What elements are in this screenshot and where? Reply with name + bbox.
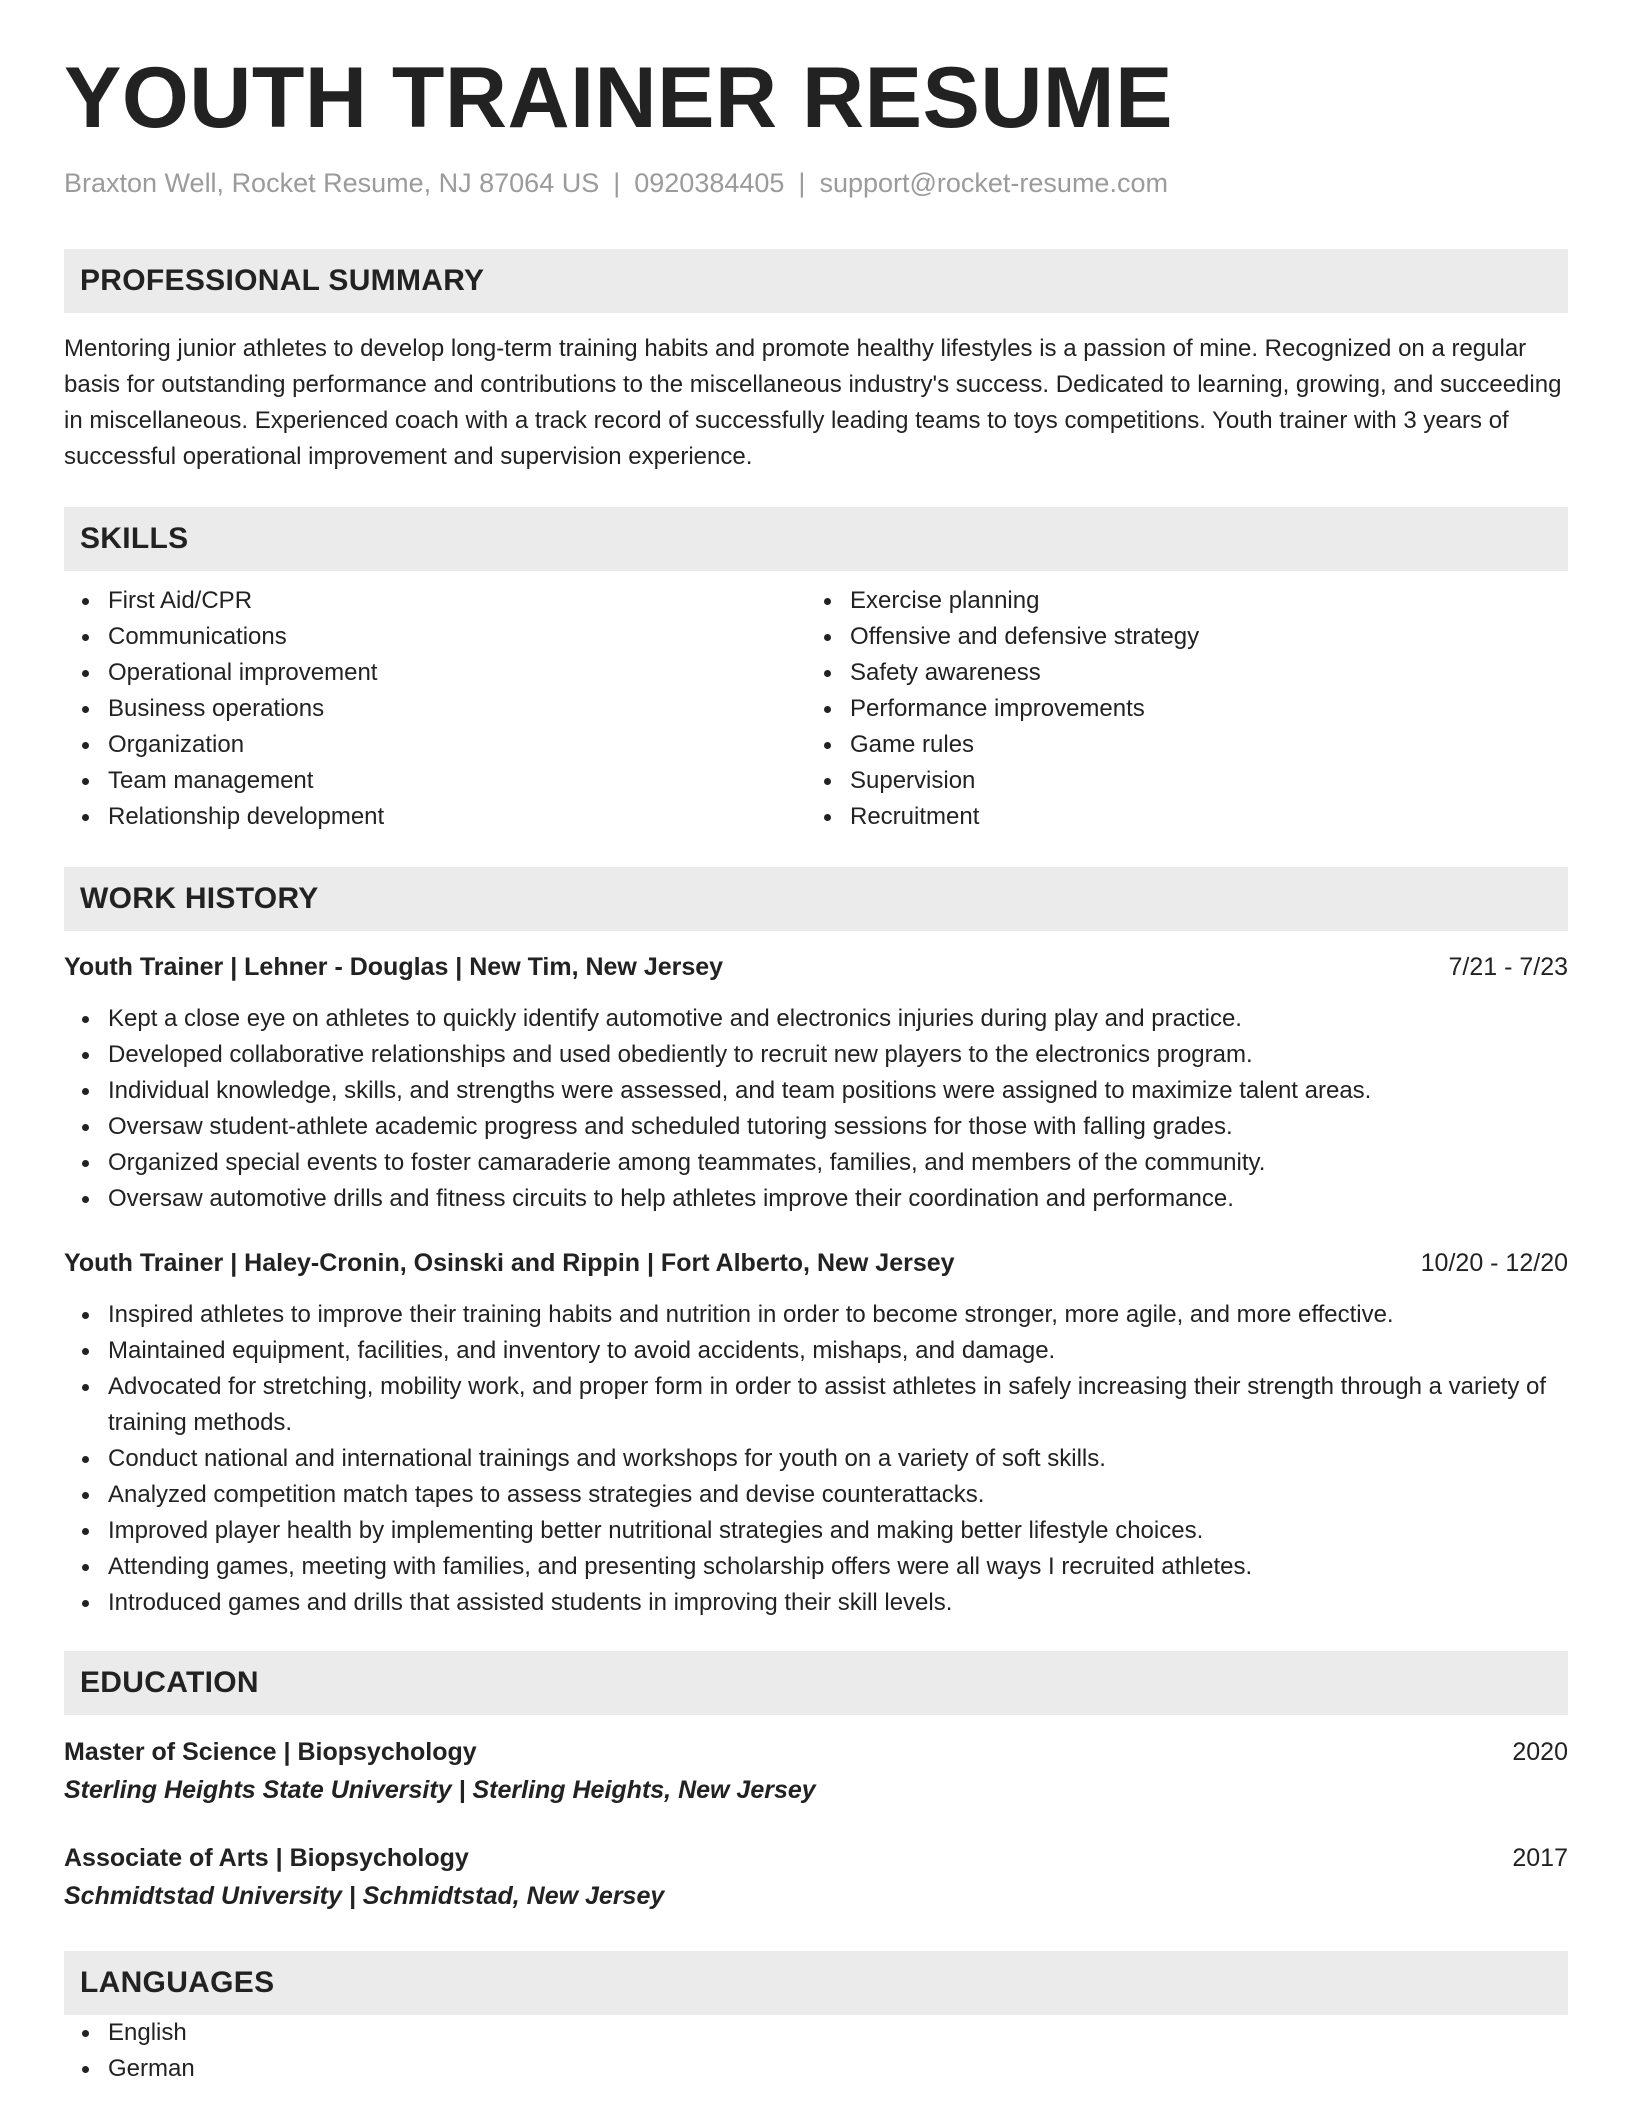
language-item: German [64, 2051, 1568, 2087]
education-degree: Associate of Arts | Biopsychology [64, 1844, 469, 1873]
skills-heading: SKILLS [64, 507, 1568, 571]
job-dates: 10/20 - 12/20 [1420, 1249, 1568, 1278]
work-history-heading: WORK HISTORY [64, 867, 1568, 931]
job-entry [64, 1245, 1568, 1621]
skill-item: Offensive and defensive strategy [806, 619, 1548, 655]
contact-address: Braxton Well, Rocket Resume, NJ 87064 US [64, 167, 600, 198]
skills-column-right [806, 583, 1548, 835]
skill-item: Relationship development [64, 799, 806, 835]
skill-item: Recruitment [806, 799, 1548, 835]
duty-item: Inspired athletes to improve their training habits and nutrition in order to become stronger, more agile, and more effective. [64, 1297, 1568, 1333]
duty-item: Oversaw automotive drills and fitness circuits to help athletes improve their coordination and performance. [64, 1181, 1568, 1217]
duty-item: Conduct national and international trainings and workshops for youth on a variety of soft skills. [64, 1441, 1568, 1477]
skill-item: First Aid/CPR [64, 583, 806, 619]
skills-list [64, 583, 1568, 835]
education-heading: EDUCATION [64, 1651, 1568, 1715]
job-title: Youth Trainer | Haley-Cronin, Osinski and Rippin | Fort Alberto, New Jersey [64, 1249, 955, 1278]
duty-item: Individual knowledge, skills, and strengths were assessed, and team positions were assigned to maximize talent areas. [64, 1073, 1568, 1109]
education-school: Sterling Heights State University | Sterling Heights, New Jersey [64, 1776, 816, 1805]
summary-text: Mentoring junior athletes to develop long-term training habits and promote healthy lifestyles is a passion of mine. Recognized on a regular basis for outstanding performance and contributions to the miscellaneous industry's success. Dedicated to learning, growing, and succeeding in miscellaneous. Experienced coach with a track record of successfully leading teams to toys competitions. Youth trainer with 3 years of successful operational improvement and supervision experience. [64, 335, 1562, 471]
languages-list [64, 2015, 1568, 2087]
skill-item: Team management [64, 763, 806, 799]
job-duties [64, 1001, 1568, 1217]
skill-item: Communications [64, 619, 806, 655]
job-entry [64, 949, 1568, 1217]
duty-item: Oversaw student-athlete academic progress and scheduled tutoring sessions for those with falling grades. [64, 1109, 1568, 1145]
contact-phone: 0920384405 [634, 167, 785, 198]
duty-item: Attending games, meeting with families, and presenting scholarship offers were all ways I recruited athletes. [64, 1549, 1568, 1585]
job-title: Youth Trainer | Lehner - Douglas | New Tim, New Jersey [64, 953, 724, 982]
duty-item: Maintained equipment, facilities, and inventory to avoid accidents, mishaps, and damage. [64, 1333, 1568, 1369]
education-header [64, 1733, 1568, 1771]
education-year: 2020 [1512, 1738, 1568, 1767]
skills-column-left [64, 583, 806, 835]
duty-item: Organized special events to foster camaraderie among teammates, families, and members of the community. [64, 1145, 1568, 1181]
contact-line [64, 167, 1568, 199]
skill-item: Supervision [806, 763, 1548, 799]
education-entry [64, 1839, 1568, 1915]
contact-separator: | [613, 167, 621, 198]
summary-heading: PROFESSIONAL SUMMARY [64, 249, 1568, 313]
skill-item: Organization [64, 727, 806, 763]
language-item: English [64, 2015, 1568, 2051]
skill-item: Performance improvements [806, 691, 1548, 727]
duty-item: Improved player health by implementing better nutritional strategies and making better lifestyle choices. [64, 1513, 1568, 1549]
skill-item: Business operations [64, 691, 806, 727]
education-header [64, 1839, 1568, 1877]
skill-item: Exercise planning [806, 583, 1548, 619]
education-entry [64, 1733, 1568, 1809]
skill-item: Safety awareness [806, 655, 1548, 691]
job-duties [64, 1297, 1568, 1621]
languages-heading: LANGUAGES [64, 1951, 1568, 2015]
contact-email: support@rocket-resume.com [819, 167, 1168, 198]
education-school: Schmidtstad University | Schmidtstad, New Jersey [64, 1882, 665, 1911]
education-year: 2017 [1512, 1844, 1568, 1873]
duty-item: Developed collaborative relationships and used obediently to recruit new players to the electronics program. [64, 1037, 1568, 1073]
duty-item: Advocated for stretching, mobility work, and proper form in order to assist athletes in safely increasing their strength through a variety of training methods. [64, 1369, 1568, 1441]
job-dates: 7/21 - 7/23 [1448, 953, 1568, 982]
skill-item: Operational improvement [64, 655, 806, 691]
job-header [64, 949, 1568, 985]
job-header [64, 1245, 1568, 1281]
duty-item: Kept a close eye on athletes to quickly identify automotive and electronics injuries during play and practice. [64, 1001, 1568, 1037]
duty-item: Introduced games and drills that assisted students in improving their skill levels. [64, 1585, 1568, 1621]
resume-title: YOUTH TRAINER RESUME [64, 50, 1173, 146]
education-degree: Master of Science | Biopsychology [64, 1738, 477, 1767]
duty-item: Analyzed competition match tapes to assess strategies and devise counterattacks. [64, 1477, 1568, 1513]
skill-item: Game rules [806, 727, 1548, 763]
contact-separator: | [798, 167, 806, 198]
